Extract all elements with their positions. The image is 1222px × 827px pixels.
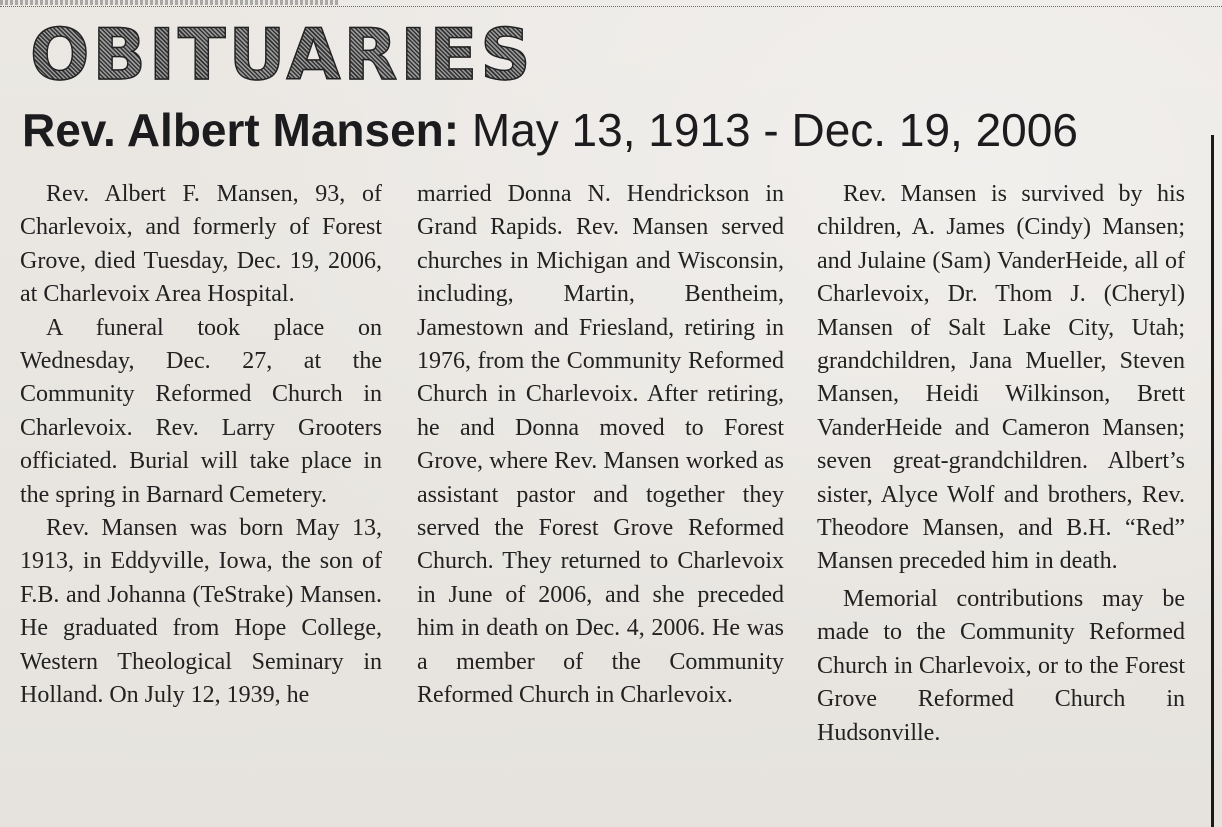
article-column-3 [817,178,1185,750]
top-masthead-fragment [0,0,340,5]
paragraph: Rev. Albert F. Mansen, 93, of Charlevoix, and formerly of Forest Grove, died Tuesday, Dec. 19, 2006, at Charlevoix Area Hospital. [20,181,382,308]
page-right-border [1211,135,1222,827]
headline-name: Rev. Albert Mansen: [22,104,460,156]
paragraph: Rev. Mansen was born May 13, 1913, in Eddyville, Iowa, the son of F.B. and Johanna (TeStrake) Mansen. He graduated from Hope College, Western Theological Seminary in Holland. On July 12, 1939, he [20,515,382,709]
paragraph: Memorial contributions may be made to the Community Reformed Church in Charlevoix, or to the Forest Grove Reformed Church in Hudsonville. [817,585,1185,746]
headline-dates: May 13, 1913 - Dec. 19, 2006 [471,104,1078,156]
article-column-1 [20,178,382,713]
paragraph: Rev. Mansen is survived by his children, A. James (Cindy) Mansen; and Julaine (Sam) VanderHeide, all of Charlevoix, Dr. Thom J. (Cheryl) Mansen of Salt Lake City, Utah; grandchildren, Jana Mueller, Steven Mansen, Heidi Wilkinson, Brett VanderHeide and Cameron Mansen; seven great-grandchildren. Albert’s sister, Alyce Wolf and brothers, Rev. Theodore Mansen, and B.H. “Red” Mansen preceded him in death. [817,181,1185,575]
article-column-2 [417,178,784,713]
top-dotted-rule [0,6,1222,7]
obituary-headline [22,104,1078,157]
paragraph: A funeral took place on Wednesday, Dec. 27, at the Community Reformed Church in Charlevoix. Rev. Larry Grooters officiated. Burial will take place in the spring in Barnard Cemetery. [20,314,382,508]
paragraph: married Donna N. Hendrickson in Grand Rapids. Rev. Mansen served churches in Michigan and Wisconsin, including, Martin, Bentheim, Jamestown and Friesland, retiring in 1976, from the Community Reformed Church in Charlevoix. After retiring, he and Donna moved to Forest Grove, where Rev. Mansen worked as assistant pastor and together they served the Forest Grove Reformed Church. They returned to Charlevoix in June of 2006, and she preceded him in death on Dec. 4, 2006. He was a member of the Community Reformed Church in Charlevoix. [417,181,784,709]
section-title: OBITUARIES [30,14,534,96]
